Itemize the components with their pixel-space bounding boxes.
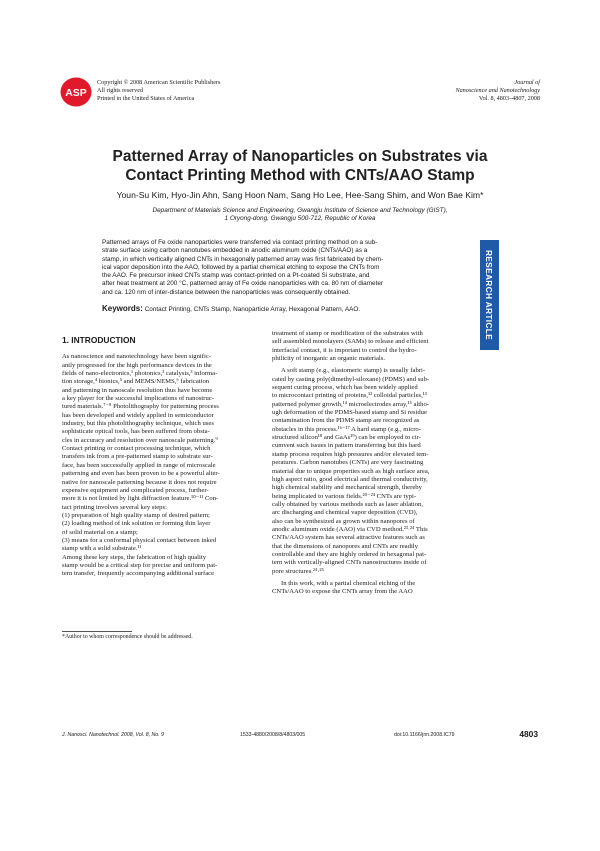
affiliation-line-1: Department of Materials Science and Engineering, Gwangju Institute of Science and Technology (GIST), (152, 207, 448, 214)
keywords (102, 304, 498, 313)
journal-volume: Vol. 8, 4803–4807, 2008 (478, 95, 540, 102)
text-line: Among these key steps, the fabrication of high quality (62, 553, 207, 561)
text-line: more it is not limited by light diffraction feature.¹⁰⁻¹¹ Con- (62, 495, 219, 503)
journal-name: Nanoscience and Nanotechnology (455, 87, 540, 94)
intro-paragraph-1 (62, 353, 269, 512)
abstract-line: strate surface using carbon nanotubes embedded in anodic aluminum oxide (CNTs/AAO) as a (102, 247, 368, 255)
text-line: (2) loading method of ink solution or forming thin layer (62, 520, 211, 528)
abstract-line: ical vapor deposition into the AAO, followed by a partial chemical etching to expose the CNTs from (102, 263, 380, 271)
article-title (40, 147, 560, 185)
title-line-1: Patterned Array of Nanoparticles on Substrates via (112, 148, 488, 165)
text-line: stamp with a solid substrate.¹¹ (62, 545, 142, 553)
keywords-text: Contact Printing, CNTs Stamp, Nanoparticle Array, Hexagonal Pattern, AAO. (144, 306, 361, 313)
text-line: being implicated to various fields.²⁰⁻²⁴ CNTs are typi- (272, 492, 417, 500)
left-column (62, 330, 269, 579)
text-line: sequent curing process, which has been widely applied (272, 384, 418, 392)
text-line: face, has been successfully applied in range of microscale (62, 461, 216, 469)
page-number: 4803 (519, 729, 538, 739)
title-line-2: Contact Printing Method with CNTs/AAO Stamp (125, 167, 475, 184)
footnote-divider (62, 631, 132, 632)
text-line: (3) means for a conformal physical contact between inked (62, 536, 217, 544)
author-list: Youn-Su Kim, Hyo-Jin Ahn, Sang Hoon Nam, Sang Ho Lee, Hee-Sang Shim, and Won Bae Kim* (116, 190, 484, 200)
text-line: tern with vertically-aligned CNTs nanostructures inside of (272, 559, 427, 567)
text-line: to microcontact printing of proteins,¹² colloidal particles,¹³ (272, 392, 427, 400)
text-line: material due to unique properties such as high surface area, (272, 467, 430, 475)
text-line: Contact printing or contact processing technique, which (62, 445, 211, 453)
rights-line: All rights reserved (97, 87, 144, 94)
text-line: tact printing involves several key steps: (62, 503, 167, 511)
text-line: fields of nano-electronics,¹ photonics,² catalysis,³ informa- (62, 370, 218, 378)
text-line: also can be synthesized as grown within nanopores of (272, 517, 415, 525)
affiliation-line-2: 1 Oryong-dong, Gwangju 500-712, Republic of Korea (224, 215, 376, 223)
text-line: patterned polymer growth,¹⁴ microelectrodes array,¹⁵ altho- (272, 400, 429, 408)
text-line: treatment of stamp or modification of the substrates with (272, 330, 423, 337)
text-line: interfacial contact, it is important to control the hydro- (272, 346, 417, 354)
abstract-line: the AAO. Fe precursor inked CNTs stamp was contact-printed on a Pt-coated Si substrate, and (102, 272, 370, 280)
text-line: In this work, with a partial chemical etching of the (281, 579, 416, 587)
doi-link[interactable]: doi:10.1166/jnn.2008.IC79 (394, 732, 455, 738)
text-line: CNTs/AAO system has several attractive features such as (272, 534, 425, 542)
abstract-line: and ca. 120 nm of inter-distance between the nanoparticles was consequently obtained. (102, 288, 351, 296)
text-line: cles in accuracy and resolution over nanoscale patterning.⁹ (62, 436, 218, 444)
text-line: expensive equipment and complicated process, further- (62, 486, 209, 494)
journal-info (455, 79, 540, 103)
copyright-line: Copyright © 2008 American Scientific Publishers (97, 79, 221, 86)
text-line: (1) preparation of high quality stamp of desired pattern; (62, 511, 210, 519)
text-line: structured silicon¹⁸ and GaAs¹⁹) can be employed to cir- (272, 434, 421, 442)
text-line: a key player for the successful implications of nanostruc- (62, 395, 214, 403)
printed-line: Printed in the United States of America (97, 95, 195, 102)
section-heading: 1. INTRODUCTION (62, 335, 136, 345)
intro-paragraph-3 (272, 330, 479, 363)
text-line: that the dimensions of nanopores and CNTs are readily (272, 542, 418, 550)
journal-citation: J. Nanosci. Nanotechnol. 2008, Vol. 8, No. 9 (62, 732, 164, 738)
text-line: tured materials.⁷⁻⁸ Photolithography for patterning process (62, 403, 219, 411)
text-line: stamp would be a critical step for precise and uniform pat- (62, 561, 218, 569)
text-line: pore structures.²⁴·²⁵ (272, 567, 324, 575)
text-line: high aspect ratio, good electrical and thermal conductivity, (272, 475, 428, 483)
abstract-line: after heat treatment at 200 °C, patterned array of Fe oxide nanoparticles with ca. 80 nm of diameter (102, 280, 384, 288)
text-line: obstacles in this process.¹⁶⁻¹⁷ A hard stamp (e.g., micro- (272, 425, 421, 433)
text-line: A soft stamp (e.g., elastomeric stamp) is usually fabri- (281, 367, 426, 375)
right-column (272, 330, 479, 597)
text-line: ugh deformation of the PDMS-based stamp and Si residue (272, 409, 427, 417)
text-line: native for nanoscale patterning because it does not require (62, 478, 217, 486)
text-line: CNTs/AAO to expose the CNTs array from the AAO (272, 588, 413, 596)
page-footer (62, 731, 538, 741)
copyright-notice (97, 79, 220, 103)
text-line: controllable and they are highly ordered in hexagonal pat- (272, 550, 427, 558)
keywords-label: Keywords: (102, 304, 143, 313)
journal-of-line: Journal of (514, 79, 540, 86)
text-line: tern transfer, frequently accompanying additional surface (62, 570, 215, 578)
text-line: sophisticate optical tools, has been suffered from obsta- (62, 428, 210, 436)
correspondence-footnote: *Author to whom correspondence should be addressed. (62, 634, 193, 640)
text-line: patterning and even has been proven to be a powerful alter- (62, 470, 220, 478)
text-line: arc discharging and chemical vapor deposition (CVD), (272, 509, 418, 517)
text-line: industry, but this photolithography technique, which uses (62, 420, 214, 428)
text-line: of solid material on a stamp; (62, 528, 138, 536)
abstract (102, 239, 498, 297)
research-article-label: RESEARCH ARTICLE (484, 249, 495, 341)
abstract-line: stamp, in which vertically aligned CNTs in hexagonally patterned array was first fabricated by chem- (102, 255, 384, 263)
text-line: and patterning in nanoscale resolution thus have become (62, 386, 213, 394)
abstract-line: Patterned arrays of Fe oxide nanoparticles were transferred via contact printing method on a sub- (102, 239, 378, 246)
affiliation (40, 207, 560, 224)
intro-paragraph-4 (272, 367, 479, 576)
logo-text: ASP (65, 87, 87, 99)
key-steps-list (62, 512, 269, 554)
text-line: antly progressed for the high performance devices in the (62, 361, 212, 369)
text-line: cated by casting poly(dimethyl-siloxane) (PDMS) and sub- (272, 375, 430, 383)
text-line: tion storage,⁴ bionics,⁵ and MEMS/NEMS,⁶ fabrication (62, 378, 210, 386)
text-line: philicity of inorganic an organic materials. (272, 355, 385, 363)
text-line: has been developed and widely applied in semiconductor (62, 411, 214, 419)
text-line: As nanoscience and nanotechnology have been signific- (62, 353, 211, 361)
text-line: contamination from the PDMS stamp are recognized as (272, 417, 420, 425)
text-line: peratures. Carbon nanotubes (CNTs) are very fascinating (272, 459, 424, 467)
text-line: cally obtained by various methods such as laser ablation, (272, 500, 424, 508)
text-line: stamp process requires high pressures and/or elevated tem- (272, 450, 429, 458)
intro-paragraph-5 (272, 580, 479, 597)
text-line: anodic aluminum oxide (AAO) via CVD method.²³·²⁴ This (272, 525, 428, 533)
text-line: high chemical stability and mechanical strength, thereby (272, 484, 422, 492)
publisher-logo (60, 77, 92, 107)
issn-code: 1533-4880/2008/8/4803/005 (240, 732, 306, 738)
text-line: transfers ink from a pre-patterned stamp to substrate sur- (62, 453, 213, 461)
text-line: cumvent such issues in pattern transferring but this hard (272, 442, 421, 450)
text-line: self assembled monolayers (SAMs) to release and efficient (272, 338, 429, 346)
intro-paragraph-2 (62, 554, 269, 579)
